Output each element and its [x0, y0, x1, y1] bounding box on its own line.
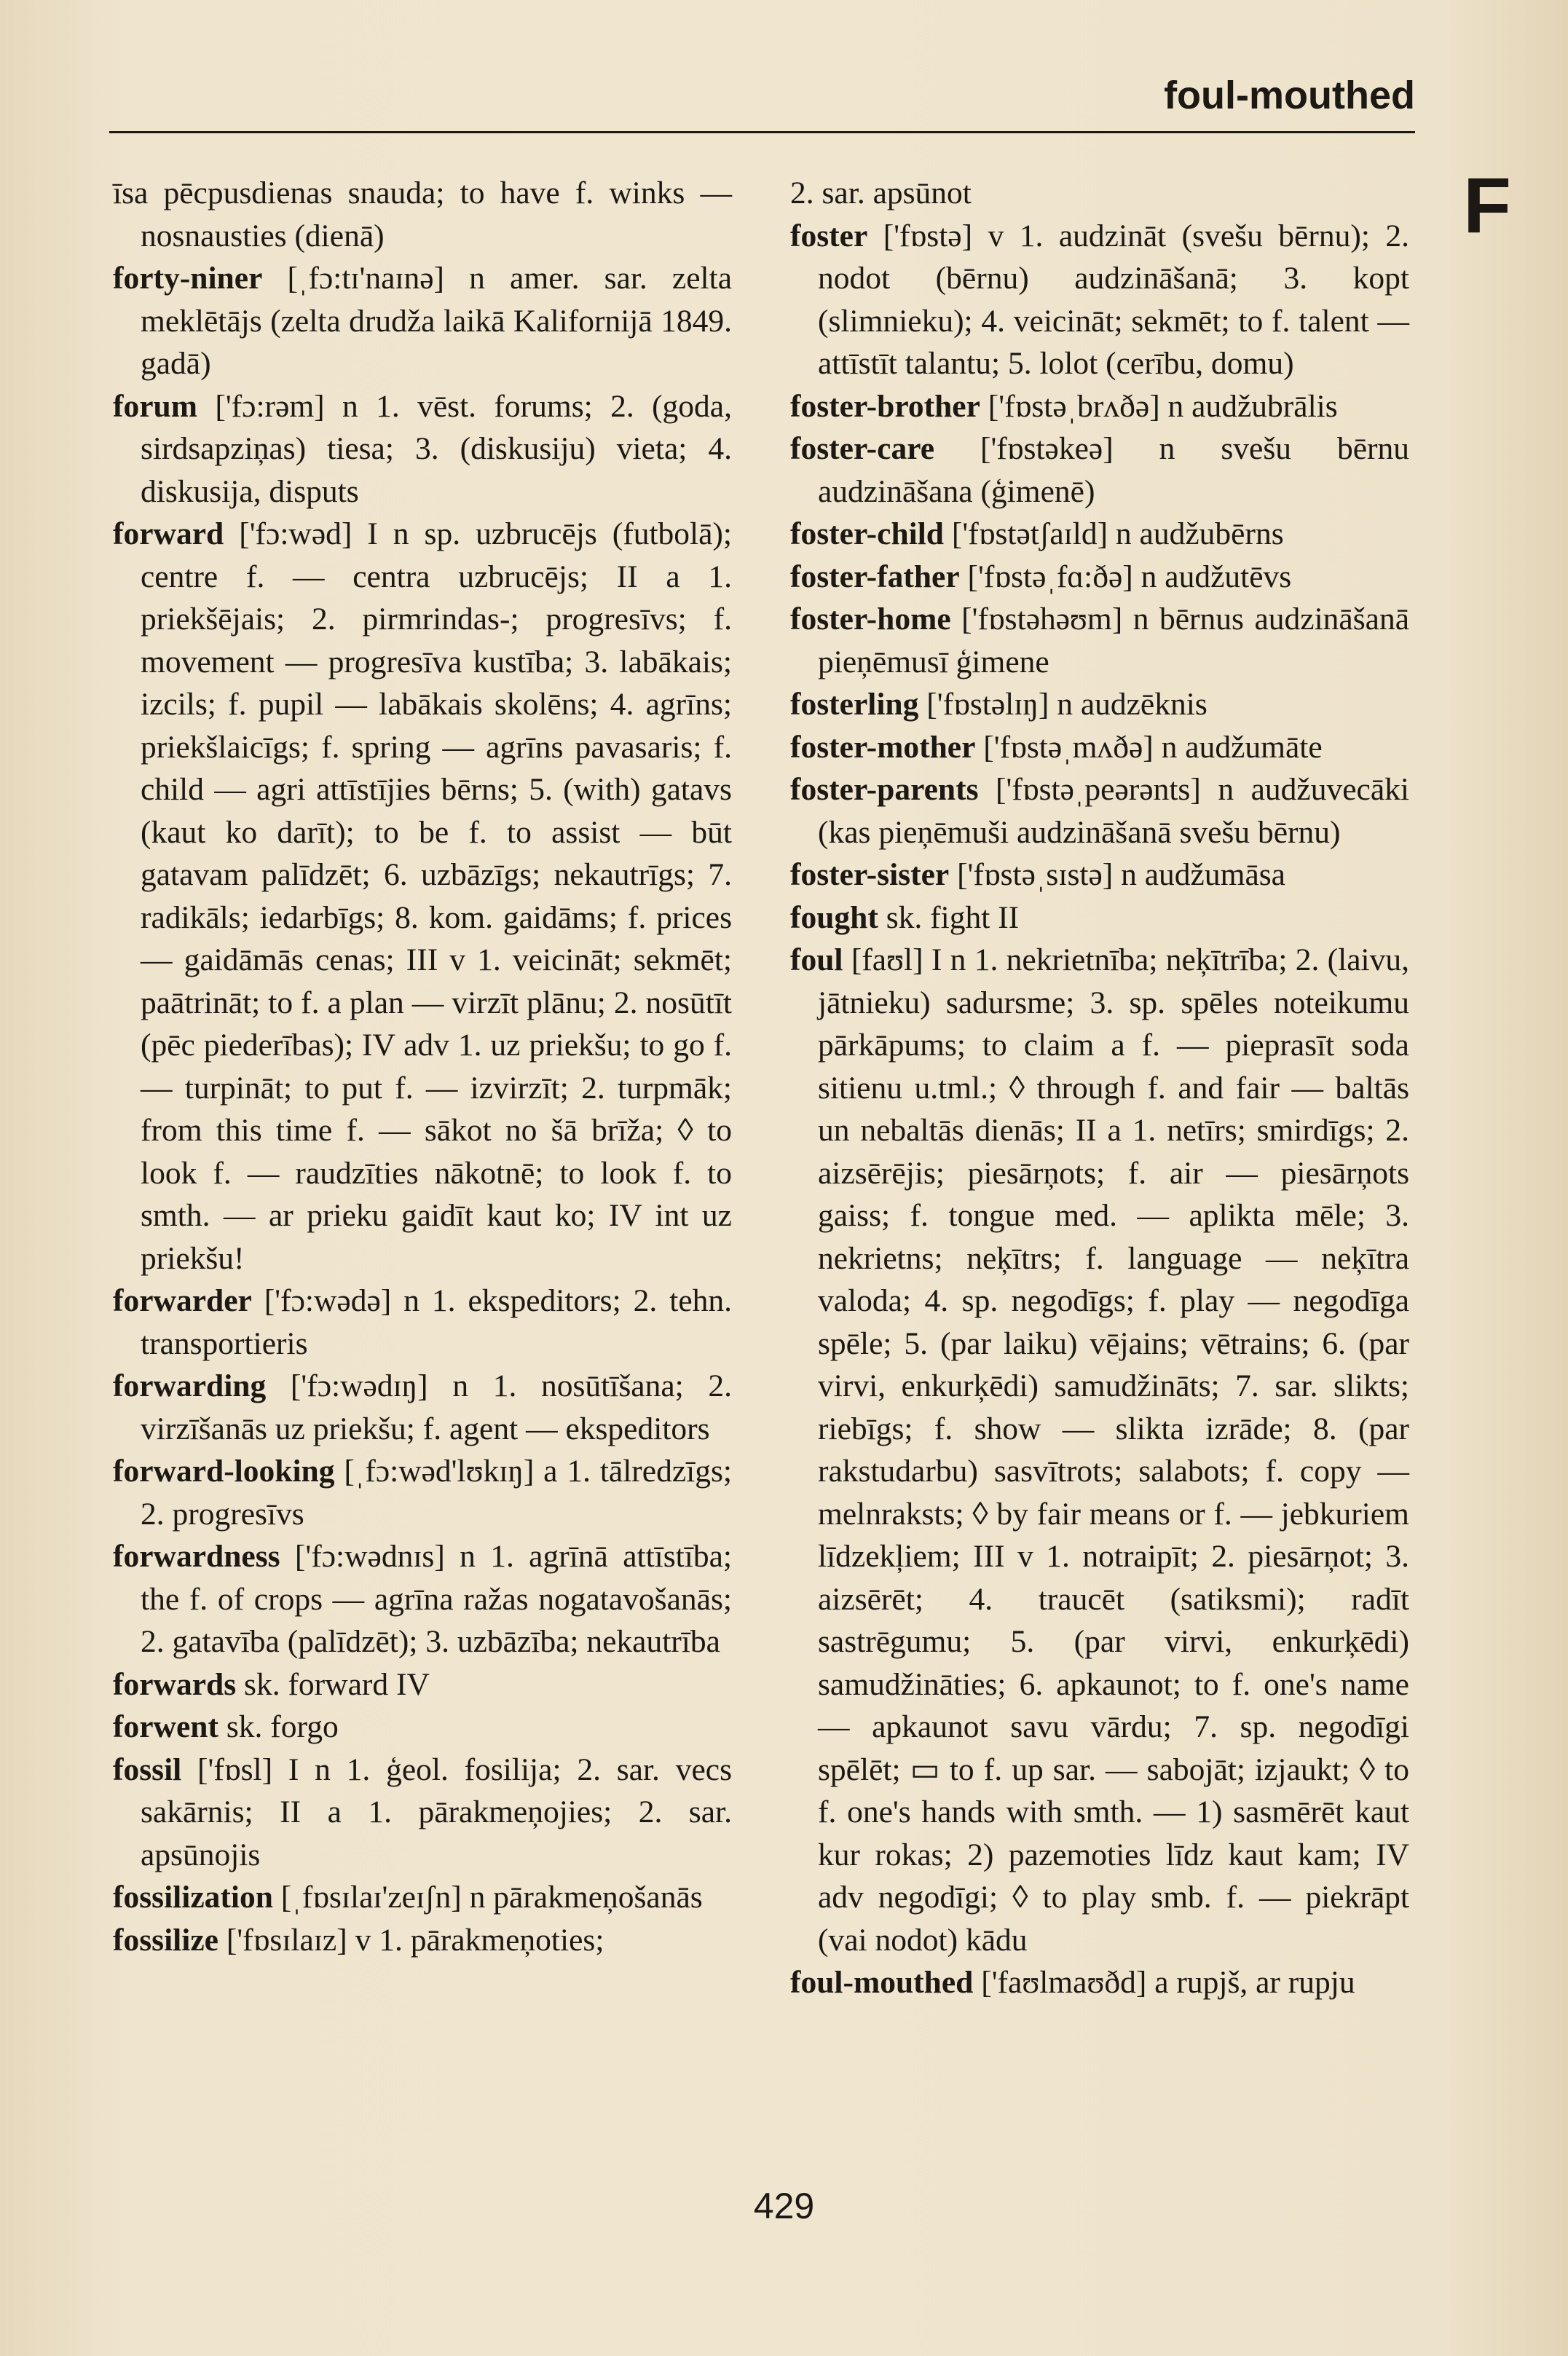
entry-definition: ['fɒstəlɪŋ] n audzēknis: [926, 687, 1207, 722]
dictionary-entry: [790, 513, 1409, 556]
entry-headword: fossil: [113, 1752, 182, 1787]
entry-definition: ['fɒstəˌsɪstə] n audžumāsa: [957, 857, 1285, 892]
entry-headword: fossilization: [113, 1880, 273, 1915]
entry-definition: ['fɔ:wədɪŋ] n 1. nosūtīšana; 2. virzīšanās uz priekšu; f. agent — ekspeditors: [141, 1368, 732, 1446]
entry-headword: forwarder: [113, 1283, 252, 1318]
entry-definition: sk. fight II: [886, 899, 1020, 935]
dictionary-entry: [790, 854, 1409, 897]
dictionary-entry: [790, 172, 1409, 215]
entry-headword: forwarding: [113, 1368, 267, 1403]
entry-headword: foster-home: [790, 602, 951, 637]
dictionary-entry: [790, 385, 1409, 428]
dictionary-entry: [790, 215, 1409, 385]
entry-headword: fossilize: [113, 1922, 218, 1958]
right-column: [790, 172, 1409, 2004]
entry-definition: ['fɒstəˌbrʌðə] n audžubrālis: [988, 388, 1338, 424]
entry-definition: ['fɔ:rəm] n 1. vēst. forums; 2. (goda, sirdsapziņas) tiesa; 3. (diskusiju) vieta; 4. diskusija, disputs: [141, 388, 732, 509]
entry-definition: [faʊl] I n 1. nekrietnība; neķītrība; 2. (laivu, jātnieku) sadursme; 3. sp. spēles noteikumu pārkāpums; to claim a f. — pieprasīt soda sitienu u.tml.; ◊ through f. and fair — baltās un nebaltās dienās; II a 1. netīrs; smirdīgs; 2. aizsērējis; piesārņots; f. air — piesārņots gaiss; f. tongue med. — aplikta mēle; 3. nekrietns; neķītrs; f. language — neķītra valoda; 4. sp. negodīgs; f. play — negodīga spēle; 5. (par laiku) vējains; vētrains; 6. (par virvi, enkurķēdi) samudžināts; 7. sar. slikts; riebīgs; f. show — slikta izrāde; 8. (par rakstudarbu) sasvītrots; salabots; f. copy — melnraksts; ◊ by fair means or f. — jebkuriem līdzekļiem; III v 1. notraipīt; 2. piesārņot; 3. aizsērēt; 4. traucēt (satiksmi); radīt sastrēgumu; 5. (par virvi, enkurķēdi) samudžināties; 6. apkaunot; to f. one's name — apkaunot savu vārdu; 7. sp. negodīgi spēlēt; ▭ to f. up sar. — sabojāt; izjaukt; ◊ to f. one's hands with smth. — 1) sasmērēt kaut kur rokas; 2) pazemoties līdz kaut kam; IV adv negodīgi; ◊ to play smb. f. — piekrāpt (vai nodot) kādu: [818, 942, 1409, 1958]
entry-definition: [ˌfɒsɪlaɪ'zeɪʃn] n pārakmeņošanās: [280, 1880, 703, 1915]
dictionary-entry: [113, 1365, 732, 1450]
entry-headword: foster-sister: [790, 857, 950, 892]
dictionary-entry: [113, 1535, 732, 1663]
entry-headword: foster-parents: [790, 772, 979, 807]
dictionary-entry: [790, 598, 1409, 683]
dictionary-entry: [113, 1876, 732, 1919]
dictionary-entry: [790, 428, 1409, 513]
dictionary-entry: [113, 385, 732, 513]
entry-definition: ['faʊlmaʊðd] a rupjš, ar rupju: [981, 1965, 1355, 2000]
entry-definition: ['fɒstəˌmʌðə] n audžumāte: [983, 729, 1323, 765]
page-number: 429: [753, 2186, 815, 2226]
entry-headword: foul-mouthed: [790, 1965, 974, 2000]
entry-headword: fought: [790, 899, 878, 935]
entry-definition: ['fɒstə] v 1. audzināt (svešu bērnu); 2. nodot (bērnu) audzināšanā; 3. kopt (slimnieku); 4. veicināt; sekmēt; to f. talent — attīstīt talantu; 5. lolot (cerību, domu): [818, 218, 1409, 381]
thumb-index-letter: F: [1463, 161, 1511, 249]
entry-definition: ['fɒstəˌpeərənts] n audžuvecāki (kas pieņēmuši audzināšanā svešu bērnu): [818, 772, 1409, 850]
entry-definition: ['fɔ:wədnɪs] n 1. agrīnā attīstība; the f. of crops — agrīna ražas nogatavošanās; 2. gatavība (palīdzēt); 3. uzbāzība; nekautrība: [141, 1539, 732, 1659]
dictionary-entry: [790, 556, 1409, 599]
entry-definition: [ˌfɔ:wəd'lʊkɪŋ] a 1. tālredzīgs; 2. progresīvs: [141, 1454, 732, 1532]
entry-headword: foul: [790, 942, 843, 977]
dictionary-entry: [113, 1749, 732, 1877]
entry-headword: foster-mother: [790, 729, 976, 765]
entry-definition: ['fɒsl] I n 1. ģeol. fosilija; 2. sar. vecs sakārnis; II a 1. pārakmeņojies; 2. sar. apsūnojis: [141, 1752, 732, 1872]
dictionary-entry: [790, 768, 1409, 854]
dictionary-entry: [790, 939, 1409, 1961]
dictionary-entry: [113, 513, 732, 1280]
header-rule: [109, 131, 1415, 133]
entry-headword: foster-father: [790, 559, 960, 594]
entry-headword: foster: [790, 218, 868, 253]
dictionary-entry: [113, 1450, 732, 1535]
entry-headword: forty-niner: [113, 261, 263, 296]
dictionary-entry: [790, 683, 1409, 726]
left-column: [113, 172, 732, 1961]
dictionary-entry: [790, 897, 1409, 939]
entry-definition: sk. forgo: [226, 1709, 339, 1744]
dictionary-entry: [790, 1961, 1409, 2004]
entry-headword: forwardness: [113, 1539, 280, 1574]
entry-definition: sk. forward IV: [244, 1666, 430, 1702]
entry-headword: foster-care: [790, 431, 935, 466]
entry-definition: īsa pēcpusdienas snauda; to have f. winks — nosnausties (dienā): [113, 176, 732, 253]
entry-headword: forwent: [113, 1709, 218, 1744]
entry-definition: ['fɒstəˌfɑ:ðə] n audžutēvs: [967, 559, 1292, 594]
entry-headword: foster-brother: [790, 388, 980, 424]
entry-headword: fosterling: [790, 687, 919, 722]
entry-headword: forward-looking: [113, 1454, 335, 1489]
dictionary-entry: [113, 1706, 732, 1749]
entry-headword: forwards: [113, 1666, 237, 1702]
dictionary-entry: [113, 257, 732, 385]
entry-definition: ['fɒstəhəʊm] n bērnus audzināšanā pieņēmusī ģimene: [818, 602, 1410, 679]
entry-headword: forward: [113, 516, 224, 551]
running-head: foul-mouthed: [1164, 74, 1415, 117]
entry-definition: ['fɔ:wədə] n 1. ekspeditors; 2. tehn. transportieris: [141, 1283, 732, 1361]
entry-definition: 2. sar. apsūnot: [790, 176, 972, 210]
entry-headword: foster-child: [790, 516, 945, 551]
entry-definition: ['fɒstəkeə] n svešu bērnu audzināšana (ģimenē): [818, 431, 1410, 509]
entry-definition: ['fɔ:wəd] I n sp. uzbrucējs (futbolā); centre f. — centra uzbrucējs; II a 1. priekšējais; 2. pirmrindas-; progresīvs; f. movement — progresīva kustība; 3. labākais; izcils; f. pupil — labākais skolēns; 4. agrīns; priekšlaicīgs; f. spring — agrīns pavasaris; f. child — agri attīstījies bērns; 5. (with) gatavs (kaut ko darīt); to be f. to assist — būt gatavam palīdzēt; 6. uzbāzīgs; nekautrīgs; 7. radikāls; iedarbīgs; 8. kom. gaidāms; f. prices — gaidāmās cenas; III v 1. veicināt; sekmēt; paātrināt; to f. a plan — virzīt plānu; 2. nosūtīt (pēc piederības); IV adv 1. uz priekšu; to go f. — turpināt; to put f. — izvirzīt; 2. turpmāk; from this time f. — sākot no šā brīža; ◊ to look f. — raudzīties nākotnē; to look f. to smth. — ar prieku gaidīt kaut ko; IV int uz priekšu!: [141, 516, 732, 1276]
entry-headword: forum: [113, 388, 197, 424]
entry-definition: [ˌfɔ:tɪ'naɪnə] n amer. sar. zelta meklētājs (zelta drudža laikā Kalifornijā 1849. gadā): [141, 261, 733, 381]
dictionary-entry: [113, 1663, 732, 1706]
dictionary-entry: [790, 726, 1409, 769]
dictionary-entry: [113, 1919, 732, 1962]
entry-definition: ['fɒsɪlaɪz] v 1. pārakmeņoties;: [226, 1922, 604, 1958]
entry-definition: ['fɒstətʃaɪld] n audžubērns: [951, 516, 1284, 551]
dictionary-entry: [113, 172, 732, 257]
dictionary-entry: [113, 1280, 732, 1365]
